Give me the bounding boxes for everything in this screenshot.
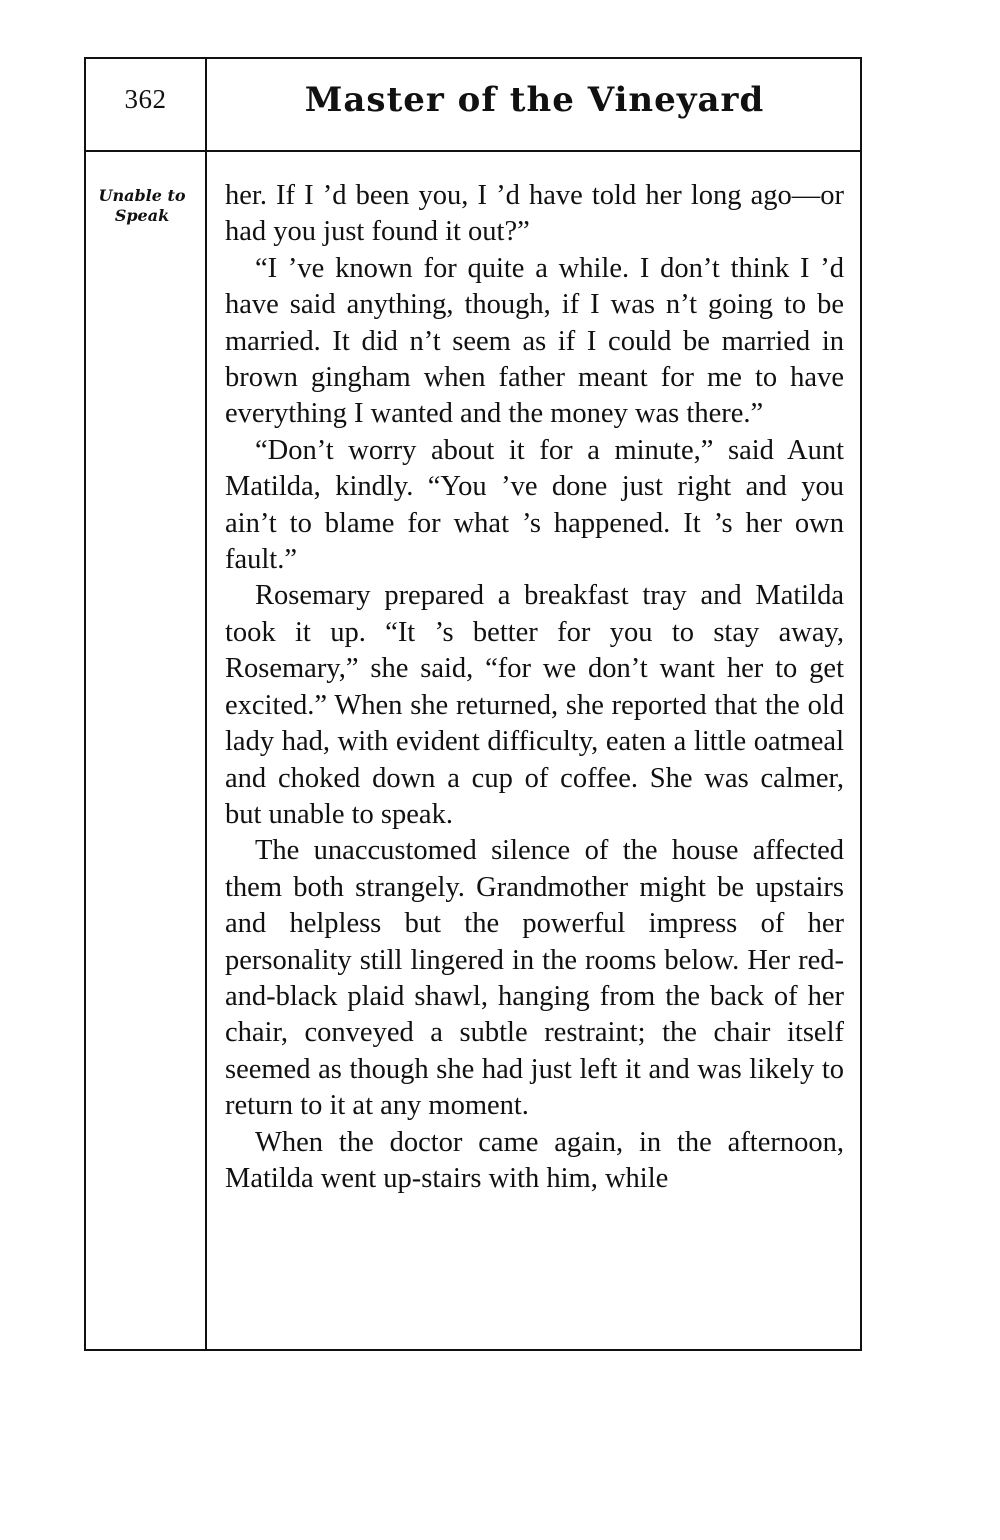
paragraph: The unaccustomed silence of the house affected them both strangely. Grandmother might be upstairs and helpless but the powerful impress of her personality still lingered in the rooms below. Her red-and-black plaid shawl, hanging from the back of her chair, conveyed a subtle restraint; the chair itself seemed as though she had just left it and was likely to return to it at any moment.: [225, 835, 844, 1122]
page-number: 362: [124, 84, 167, 114]
paragraph: When the doctor came again, in the afternoon, Matilda went up-stairs with him, while: [225, 1126, 844, 1194]
margin-note-line: Speak: [114, 206, 170, 225]
running-title: Master of the Vineyard: [304, 80, 765, 120]
header-rule: [84, 150, 862, 152]
margin-note: [80, 186, 204, 226]
body-text: [225, 178, 844, 1197]
paragraph: “I ’ve known for quite a while. I don’t think I ’d have said anything, though, if I was n’t going to be married. It did n’t seem as if I could be married in brown gingham when father meant for me to have everything I wanted and the money was there.”: [225, 252, 844, 430]
paragraph: “Don’t worry about it for a minute,” said Aunt Matilda, kindly. “You ’ve done just right and you ain’t to blame for what ’s happened. It ’s her own fault.”: [225, 434, 844, 576]
margin-column-rule: [205, 57, 207, 1351]
paragraph: Rosemary prepared a breakfast tray and Matilda took it up. “It ’s better for you to stay away, Rosemary,” she said, “for we don’t want her to get excited.” When she returned, she reported that the old lady had, with evident difficulty, eaten a little oatmeal and choked down a cup of coffee. She was calmer, but unable to speak.: [225, 580, 844, 830]
paragraph: her. If I ’d been you, I ’d have told her long ago—or had you just found it out?”: [225, 180, 844, 248]
margin-note-line: Unable to: [98, 186, 186, 205]
